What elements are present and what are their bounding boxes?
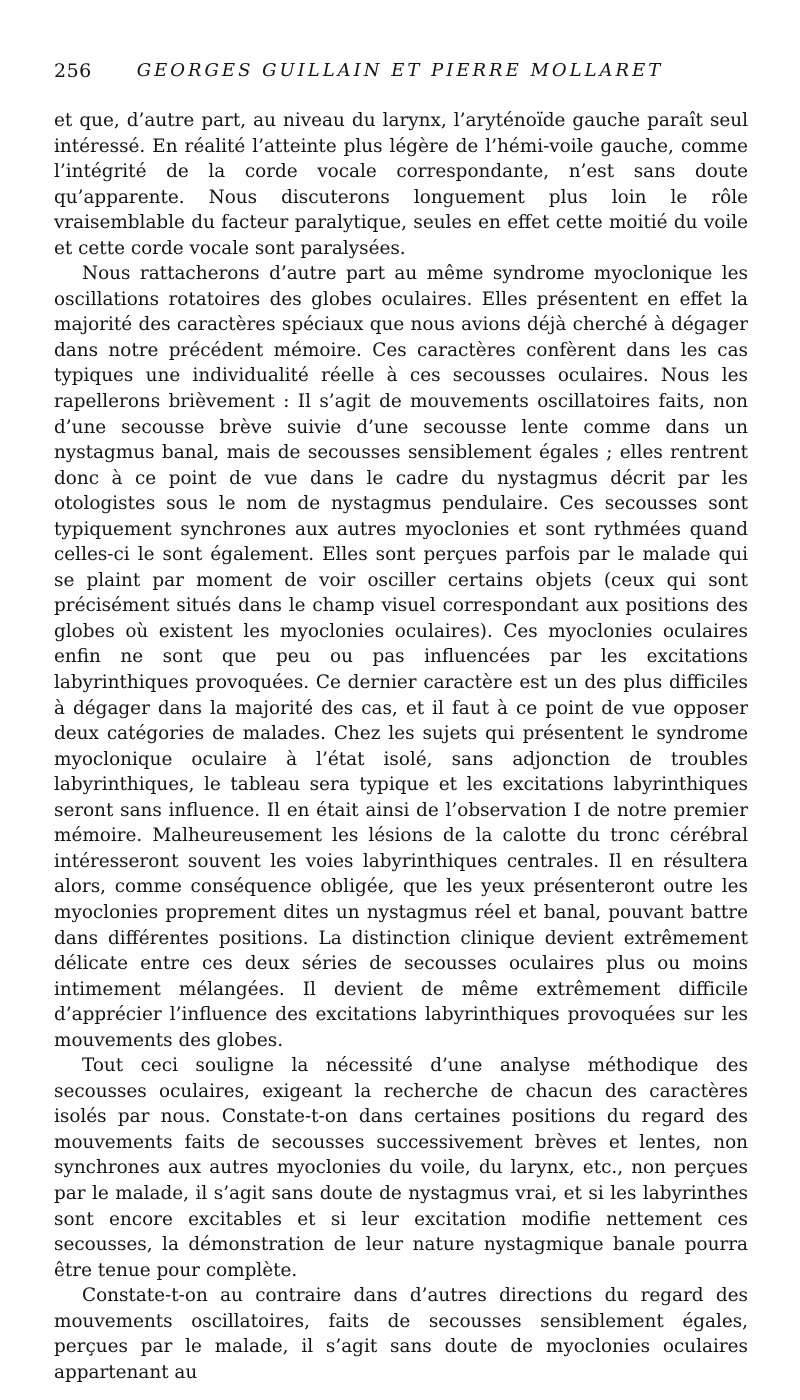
- running-title: GEORGES GUILLAIN ET PIERRE MOLLARET: [136, 60, 664, 81]
- page-number: 256: [54, 60, 92, 82]
- body-text: [54, 108, 748, 1385]
- page-header: [54, 60, 746, 90]
- paragraph-continued: et que, d’autre part, au niveau du larynx, l’aryténoïde gauche paraît seul intéressé. En réalité l’atteinte plus légère de l’hémi-voile gauche, comme l’intégrité de la corde vocale correspondante, n’est sans doute qu’apparente. Nous discuterons longuement plus loin le rôle vraisemblable du facteur paralytique, seules en effet cette moitié du voile et cette corde vocale sont paralysées.: [54, 110, 748, 259]
- paragraph-eye-oscillations: Nous rattacherons d’autre part au même syndrome myoclonique les oscillations rotatoires des globes oculaires. Elles présentent en effet la majorité des caractères spéciaux que nous avions déjà cherché à dégager dans notre précédent mémoire. Ces caractères confèrent dans les cas typiques une individualité réelle à ces secousses oculaires. Nous les rapellerons brièvement : Il s’agit de mouvements oscillatoires faits, non d’une secousse brève suivie d’une secousse lente comme dans un nystagmus banal, mais de secousses sensiblement égales ; elles rentrent donc à ce point de vue dans le cadre du nystagmus décrit par les otologistes sous le nom de nystagmus pendulaire. Ces secousses sont typiquement synchrones aux autres myoclonies et sont rythmées quand celles-ci le sont également. Elles sont perçues parfois par le malade qui se plaint par moment de voir osciller certains objets (ceux qui sont précisément situés dans le champ visuel correspondant aux positions des globes où existent les myoclonies oculaires). Ces myoclonies oculaires enfin ne sont que peu ou pas influencées par les excitations labyrinthiques provoquées. Ce dernier caractère est un des plus difficiles à dégager dans la majorité des cas, et il faut à ce point de vue opposer deux catégories de malades. Chez les sujets qui présentent le syndrome myoclonique oculaire à l’état isolé, sans adjonction de troubles labyrinthiques, le tableau sera typique et les excitations labyrinthiques seront sans influence. Il en était ainsi de l’observation I de notre premier mémoire. Malheureusement les lésions de la calotte du tronc cérébral intéresseront souvent les voies labyrinthiques centrales. Il en résultera alors, comme conséquence obligée, que les yeux présenteront outre les myoclonies proprement dites un nystagmus réel et banal, pouvant battre dans différentes positions. La distinction clinique devient extrêmement délicate entre ces deux séries de secousses oculaires plus ou moins intimement mélangées. Il devient de même extrêmement difficile d’apprécier l’influence des excitations labyrinthiques provoquées sur les mouvements des globes.: [54, 263, 748, 1051]
- paragraph-methodical-analysis: Tout ceci souligne la nécessité d’une analyse méthodique des secousses oculaires, exigeant la recherche de chacun des caractères isolés par nous. Constate-t-on dans certaines positions du regard des mouvements faits de secousses successivement brèves et lentes, non synchrones aux autres myoclonies du voile, du larynx, etc., non perçues par le malade, il s’agit sans doute de nystagmus vrai, et si les labyrinthes sont encore excitables et si leur excitation modifie nettement ces secousses, la démonstration de leur nature nystagmique banale pourra être tenue pour complète.: [54, 1055, 748, 1281]
- paragraph-contrary-directions: Constate-t-on au contraire dans d’autres directions du regard des mouvements oscillatoires, faits de secousses sensiblement égales, perçues par le malade, il s’agit sans doute de myoclonies oculaires appartenant au: [54, 1285, 748, 1383]
